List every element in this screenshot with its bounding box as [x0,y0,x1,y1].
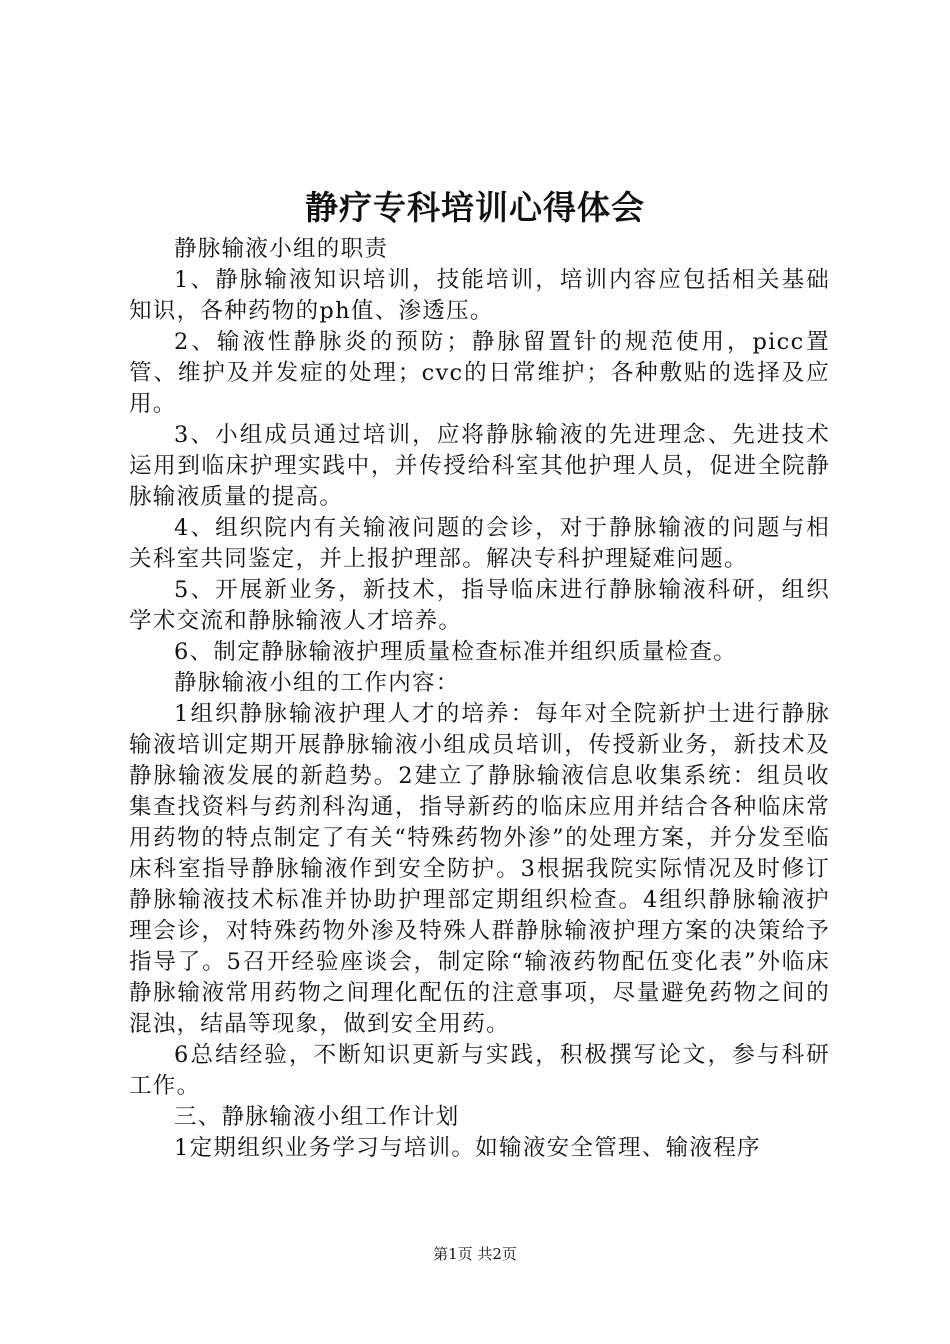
work-plan-item-1: 1定期组织业务学习与培训。如输液安全管理、输液程序 [174,1135,761,1161]
document-title: 静疗专科培训心得体会 [305,188,645,227]
duty-item-5: 5、开展新业务，新技术，指导临床进行静脉输液科研，组织学术交流和静脉输液人才培养。 [129,577,830,634]
duty-item-2: 2、输液性静脉炎的预防；静脉留置针的规范使用，picc置管、维护及并发症的处理；cvc的日常维护；各种敷贴的选择及应用。 [129,329,830,417]
document-body [129,234,830,1164]
duty-item-4: 4、组织院内有关输液问题的会诊，对于静脉输液的问题与相关科室共同鉴定，并上报护理部。解决专科护理疑难问题。 [129,515,830,572]
duty-item-1: 1、静脉输液知识培训，技能培训，培训内容应包括相关基础知识，各种药物的ph值、渗透压。 [129,267,830,324]
duty-item-3: 3、小组成员通过培训，应将静脉输液的先进理念、先进技术运用到临床护理实践中，并传授给科室其他护理人员，促进全院静脉输液质量的提高。 [129,422,830,510]
section-heading-duties: 静脉输液小组的职责 [174,236,389,262]
work-content-paragraph: 1组织静脉输液护理人才的培养：每年对全院新护士进行静脉输液培训定期开展静脉输液小组成员培训，传授新业务，新技术及静脉输液发展的新趋势。2建立了静脉输液信息收集系统：组员收集查找资料与药剂科沟通，指导新药的临床应用并结合各种临床常用药物的特点制定了有关“特殊药物外渗”的处理方案，并分发至临床科室指导静脉输液作到安全防护。3根据我院实际情况及时修订静脉输液技术标准并协助护理部定期组织检查。4组织静脉输液护理会诊，对特殊药物外渗及特殊人群静脉输液护理方案的决策给予指导了。5召开经验座谈会，制定除“输液药物配伍变化表”外临床静脉输液常用药物之间理化配伍的注意事项，尽量避免药物之间的混浊，结晶等现象，做到安全用药。 [129,701,830,1037]
section-heading-work-content: 静脉输液小组的工作内容： [174,670,460,696]
duty-item-6: 6、制定静脉输液护理质量检查标准并组织质量检查。 [174,639,738,665]
page-footer: 第1页 共2页 [433,1245,517,1263]
work-content-item-6: 6总结经验，不断知识更新与实践，积极撰写论文，参与科研工作。 [129,1042,830,1099]
section-heading-work-plan: 三、静脉输液小组工作计划 [174,1104,460,1130]
